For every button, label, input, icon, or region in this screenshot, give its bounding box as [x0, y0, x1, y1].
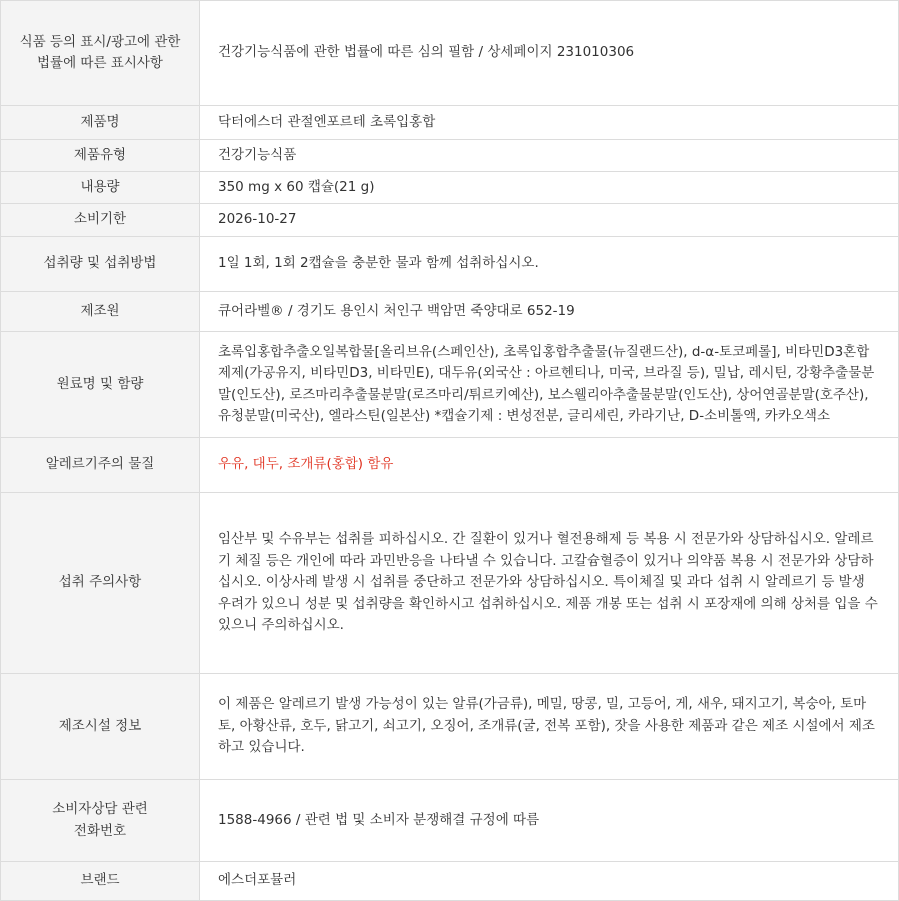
- row-value-product-name: 닥터에스더 관절엔포르테 초록입홍합: [200, 106, 899, 140]
- table-row: [1, 493, 899, 674]
- row-label-caution: 섭취 주의사항: [1, 493, 200, 674]
- row-value-ingredients: 초록입홍합추출오일복합물[올리브유(스페인산), 초록입홍합추출물(뉴질랜드산), d-α-토코페롤], 비타민D3혼합제제(가공유지, 비타민D3, 비타민E), 대두유(외국산 : 아르헨티나, 미국, 브라질 등), 밀납, 레시틴, 강황추출물분말(인도산), 로즈마리추출물분말(로즈마리/튀르키예산), 보스웰리아추출물분말(인도산), 상어연골분말(호주산), 유청분말(미국산), 엘라스틴(일본산) *캡슐기제 : 변성전분, 글리세린, 카라기난, D-소비톨액, 카카오색소: [200, 332, 899, 438]
- label-line: 전화번호: [73, 822, 127, 839]
- row-value-caution: 임산부 및 수유부는 섭취를 피하십시오. 간 질환이 있거나 혈전용해제 등 복용 시 전문가와 상담하십시오. 알레르기 체질 등은 개인에 따라 과민반응을 나타낼 수 있습니다. 고칼슘혈증이 있거나 의약품 복용 시 전문가와 상담하십시오. 이상사례 발생 시 섭취를 중단하고 전문가와 상담하십시오. 특이체질 및 과다 섭취 시 알레르기 등 발생 우려가 있으니 성분 및 섭취량을 확인하시고 섭취하십시오. 제품 개봉 또는 섭취 시 포장재에 의해 상처를 입을 수 있으니 주의하십시오.: [200, 493, 899, 674]
- table-row: [1, 106, 899, 140]
- table-row: [1, 674, 899, 780]
- row-value-manufacturer: 큐어라벨® / 경기도 용인시 처인구 백암면 죽양대로 652-19: [200, 292, 899, 332]
- row-value-facility: 이 제품은 알레르기 발생 가능성이 있는 알류(가금류), 메밀, 땅콩, 밀, 고등어, 게, 새우, 돼지고기, 복숭아, 토마토, 아황산류, 호두, 닭고기, 쇠고기, 오징어, 조개류(굴, 전복 포함), 잣을 사용한 제품과 같은 제조 시설에서 제조하고 있습니다.: [200, 674, 899, 780]
- row-value-intake: 1일 1회, 1회 2캡슐을 충분한 물과 함께 섭취하십시오.: [200, 237, 899, 292]
- row-label-expiry: 소비기한: [1, 204, 200, 237]
- row-label-facility: 제조시설 정보: [1, 674, 200, 780]
- row-label-brand: 브랜드: [1, 862, 200, 901]
- row-value-expiry: 2026-10-27: [200, 204, 899, 237]
- row-label-ingredients: 원료명 및 함량: [1, 332, 200, 438]
- row-label-product-type: 제품유형: [1, 140, 200, 172]
- table-row: [1, 780, 899, 862]
- table-row: [1, 140, 899, 172]
- row-label-product-name: 제품명: [1, 106, 200, 140]
- table-row: [1, 1, 899, 106]
- row-label-consult: [1, 780, 200, 862]
- row-value-allergy: 우유, 대두, 조개류(홍합) 함유: [200, 438, 899, 493]
- label-line: 식품 등의 표시/광고에 관한: [19, 33, 181, 50]
- table-row: [1, 438, 899, 493]
- row-value-brand: 에스더포뮬러: [200, 862, 899, 901]
- row-value-labeling: 건강기능식품에 관한 법률에 따른 심의 필함 / 상세페이지 231010306: [200, 1, 899, 106]
- table-row: [1, 332, 899, 438]
- row-value-content: 350 mg x 60 캡슐(21 g): [200, 172, 899, 204]
- table-row: [1, 862, 899, 901]
- label-line: 소비자상담 관련: [52, 801, 148, 817]
- table-row: [1, 172, 899, 204]
- label-line: 법률에 따른 표시사항: [37, 55, 163, 71]
- row-label-manufacturer: 제조원: [1, 292, 200, 332]
- table-row: [1, 292, 899, 332]
- row-label-labeling: [1, 1, 200, 106]
- row-label-content: 내용량: [1, 172, 200, 204]
- table-row: [1, 204, 899, 237]
- row-value-consult: 1588-4966 / 관련 법 및 소비자 분쟁해결 규정에 따름: [200, 780, 899, 862]
- row-label-allergy: 알레르기주의 물질: [1, 438, 200, 493]
- table-row: [1, 237, 899, 292]
- row-value-product-type: 건강기능식품: [200, 140, 899, 172]
- row-label-intake: 섭취량 및 섭취방법: [1, 237, 200, 292]
